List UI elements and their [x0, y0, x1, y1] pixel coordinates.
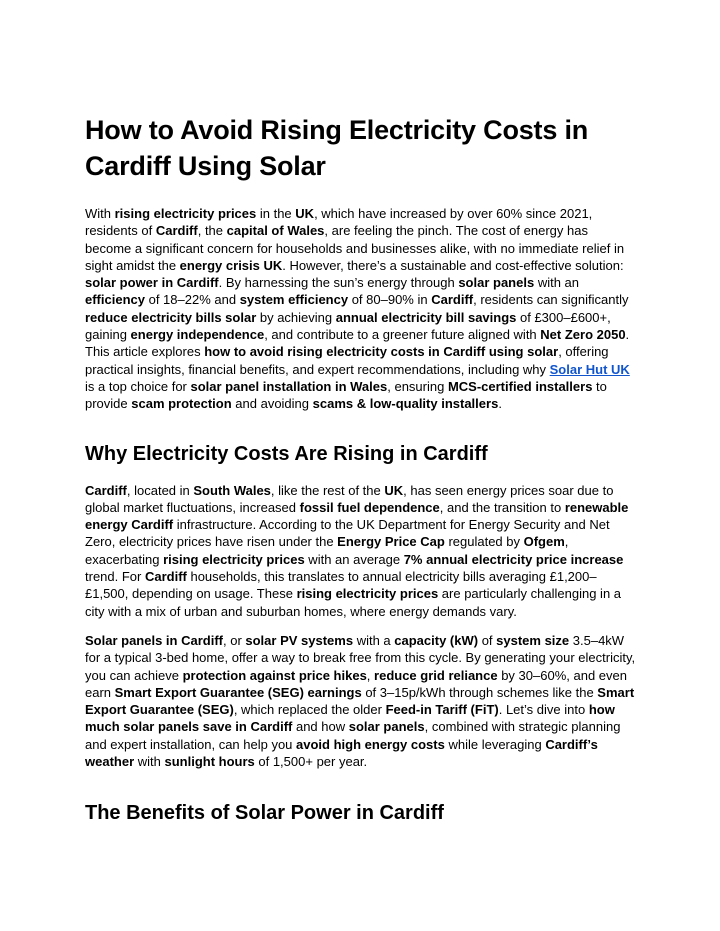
bold-text: solar power in Cardiff	[85, 275, 219, 291]
bold-text: avoid high energy costs	[296, 736, 445, 752]
body-text: of	[478, 632, 497, 648]
bold-text: Cardiff	[155, 223, 198, 239]
body-text: , are feeling the pinch. The cost of energy has become a significant concern for households and businesses alike, with no immediate relief in sight amidst the	[85, 223, 625, 273]
body-text: , has seen energy prices soar due to global market fluctuations, increased	[85, 482, 614, 515]
body-text: and avoiding	[231, 396, 313, 412]
section-heading-benefits: The Benefits of Solar Power in Cardiff	[85, 802, 444, 825]
intro-paragraph	[85, 205, 637, 413]
body-text: infrastructure. According to the UK Department for Energy Security and Net Zero, electricity prices have risen under the	[85, 517, 610, 550]
bold-text: rising electricity prices	[296, 586, 439, 602]
bold-text: MCS-certified installers	[447, 378, 593, 394]
body-text: with	[134, 754, 165, 770]
bold-text: sunlight hours	[164, 754, 255, 770]
body-text: trend. For	[85, 569, 145, 585]
article-title: How to Avoid Rising Electricity Costs in Cardiff Using Solar	[85, 115, 589, 181]
bold-text: annual electricity bill savings	[335, 309, 517, 325]
body-text: , which have increased by over 60% since 2021, residents of	[85, 206, 593, 239]
bold-text: 7% annual electricity price increase	[403, 551, 624, 567]
bold-text: reduce grid reliance	[374, 667, 498, 683]
bold-text: Smart Export Guarantee (SEG)	[85, 684, 635, 718]
body-text: , offering practical insights, financial benefits, and expert recommendations, including why	[85, 344, 609, 377]
body-text: in the	[256, 206, 296, 221]
bold-text: scams & low-quality installers	[312, 396, 499, 412]
body-text: by achieving	[256, 309, 336, 325]
body-text: , or	[222, 632, 246, 648]
bold-text: Smart Export Guarantee (SEG) earnings	[114, 684, 362, 700]
body-text: . This article explores	[85, 327, 630, 360]
bold-text: reduce electricity bills solar	[85, 309, 257, 325]
body-text: . However, there’s a sustainable and cost-effective solution:	[282, 257, 624, 273]
body-text: , and contribute to a greener future aligned with	[264, 327, 541, 343]
bold-text: Cardiff’s weather	[85, 736, 598, 770]
body-text: ,	[366, 667, 375, 683]
body-text: , the	[197, 223, 227, 239]
bold-text: renewable energy Cardiff	[85, 499, 629, 533]
bold-text: UK	[384, 482, 404, 498]
body-text: , ensuring	[387, 378, 448, 394]
body-text: of £300–£600+, gaining	[85, 309, 611, 343]
body-text: , exacerbating	[85, 534, 569, 567]
bold-text: capacity (kW)	[394, 632, 479, 648]
body-text: are particularly challenging in a city with a mix of urban and suburban homes, where energy demands vary.	[85, 586, 622, 619]
body-text: , which replaced the older	[233, 702, 386, 718]
body-text: of 1,500+ per year.	[254, 754, 368, 770]
bold-text: rising electricity prices	[114, 206, 257, 221]
bold-text: how to avoid rising electricity costs in Cardiff using solar	[204, 344, 559, 360]
body-text: of 3–15p/kWh through schemes like the	[361, 684, 598, 700]
bold-text: capital of Wales	[226, 223, 325, 239]
body-text: and how	[292, 719, 349, 735]
bold-text: energy crisis UK	[179, 257, 283, 273]
bold-text: Feed-in Tariff (FiT)	[385, 702, 499, 718]
body-text: households, this translates to annual electricity bills averaging £1,200–£1,500, depending on usage. These	[85, 569, 597, 602]
bold-text: efficiency	[85, 292, 145, 308]
bold-text: protection against price hikes	[182, 667, 367, 683]
solar-hut-uk-link[interactable]: Solar Hut UK	[549, 361, 630, 377]
bold-text: Cardiff	[431, 292, 474, 308]
bold-text: fossil fuel dependence	[299, 499, 440, 515]
bold-text: Cardiff	[144, 569, 187, 585]
body-text: of 80–90% in	[348, 292, 432, 308]
body-text: to provide	[85, 378, 607, 412]
body-text: . Let’s dive into	[498, 702, 589, 718]
body-text: while leveraging	[444, 736, 546, 752]
body-text: with an average	[304, 551, 404, 567]
body-text: .	[498, 396, 502, 412]
solar-panels-paragraph	[85, 632, 637, 770]
bold-text: how much solar panels save in Cardiff	[85, 702, 615, 735]
body-text: by 30–60%, and even earn	[85, 667, 627, 700]
bold-text: system efficiency	[239, 292, 349, 308]
body-text: With	[85, 206, 115, 221]
bold-text: solar panels	[348, 719, 425, 735]
body-text: , residents can significantly	[473, 292, 629, 308]
bold-text: Net Zero 2050	[540, 327, 626, 343]
body-text: is a top choice for	[85, 378, 191, 394]
section-heading-rising-costs: Why Electricity Costs Are Rising in Cardiff	[85, 442, 488, 465]
bold-text: solar PV systems	[245, 632, 354, 648]
bold-text: rising electricity prices	[163, 551, 305, 567]
body-text: . By harnessing the sun’s energy through	[218, 275, 459, 291]
bold-text: solar panels	[458, 275, 535, 291]
body-text: of 18–22% and	[144, 292, 240, 308]
body-text: with a	[353, 632, 395, 648]
article-body	[85, 112, 637, 826]
bold-text: Energy Price Cap	[337, 534, 445, 550]
bold-text: Ofgem	[523, 534, 565, 550]
bold-text: solar panel installation in Wales	[190, 378, 388, 394]
body-text: 3.5–4kW for a typical 3-bed home, offer a way to break free from this cycle. By generating your electricity, you can achieve	[85, 632, 636, 683]
bold-text: UK	[295, 206, 315, 221]
body-text: , and the transition to	[439, 499, 565, 515]
body-text: , located in	[126, 482, 194, 498]
bold-text: South Wales	[193, 482, 271, 498]
bold-text: Solar panels in Cardiff	[85, 632, 223, 648]
bold-text: scam protection	[131, 396, 232, 412]
body-text: , like the rest of the	[270, 482, 385, 498]
bold-text: Cardiff	[85, 482, 127, 498]
bold-text: energy independence	[130, 327, 265, 343]
bold-text: system size	[496, 632, 570, 648]
body-text: regulated by	[444, 534, 524, 550]
body-text: , combined with strategic planning and expert installation, can help you	[85, 719, 621, 752]
rising-costs-paragraph	[85, 482, 637, 620]
body-text: with an	[534, 275, 580, 291]
